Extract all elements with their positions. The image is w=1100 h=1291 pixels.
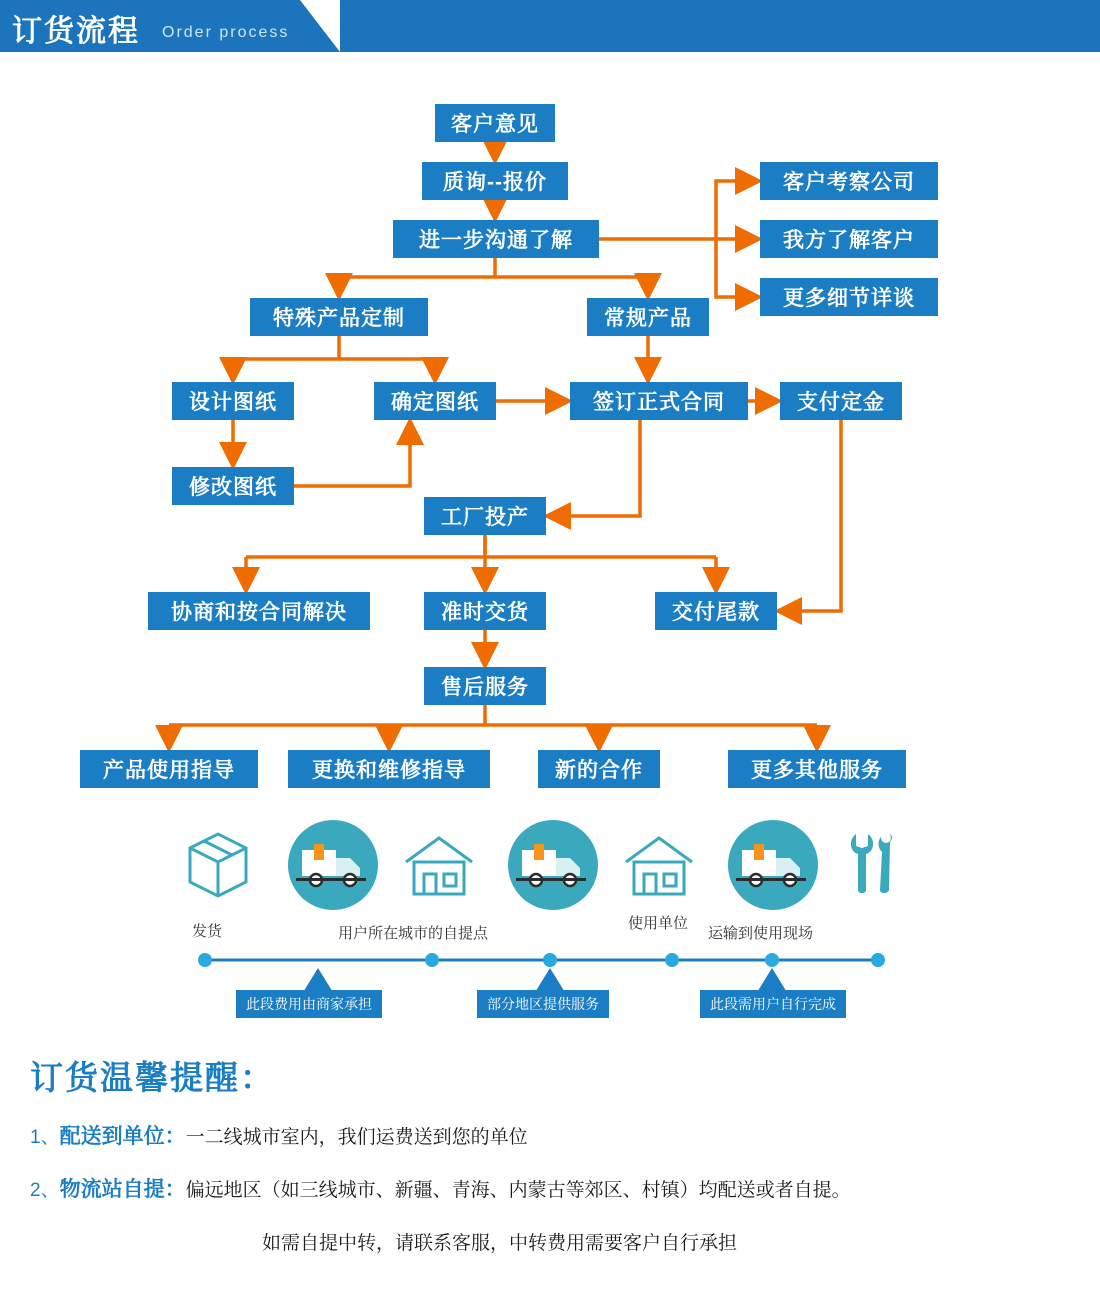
tip-item	[30, 1173, 851, 1203]
flow-node[interactable]: 新的合作	[538, 750, 660, 788]
flow-node[interactable]: 更换和维修指导	[288, 750, 490, 788]
logistics-label: 发货	[192, 923, 223, 940]
truck-icon	[288, 820, 378, 910]
flow-node[interactable]: 客户意见	[435, 104, 555, 142]
flow-node[interactable]: 客户考察公司	[760, 162, 938, 200]
segment-label: 部分地区提供服务	[477, 990, 609, 1018]
tip-number: 2、	[30, 1180, 60, 1201]
header-notch	[300, 0, 340, 52]
flow-node[interactable]: 支付定金	[780, 382, 902, 420]
flow-node[interactable]: 进一步沟通了解	[393, 220, 599, 258]
tools-icon	[851, 833, 892, 893]
flow-node[interactable]: 常规产品	[587, 298, 709, 336]
flow-node[interactable]: 确定图纸	[374, 382, 496, 420]
flow-node[interactable]: 特殊产品定制	[250, 298, 428, 336]
flow-node[interactable]: 设计图纸	[172, 382, 294, 420]
flow-node[interactable]: 准时交货	[424, 592, 546, 630]
tip-item	[30, 1120, 528, 1150]
tip-number: 1、	[30, 1127, 60, 1148]
flow-node[interactable]: 更多其他服务	[728, 750, 906, 788]
truck-icon	[508, 820, 598, 910]
house-icon	[406, 838, 472, 894]
flow-node[interactable]: 交付尾款	[655, 592, 777, 630]
truck-icon	[728, 820, 818, 910]
tips-title: 订货温馨提醒：	[30, 1059, 275, 1096]
tip-separator: ：	[164, 1125, 186, 1148]
order-process-flowchart	[0, 52, 1100, 812]
logistics-label: 用户所在城市的自提点	[338, 925, 489, 942]
box-icon	[190, 834, 246, 896]
flow-node[interactable]: 产品使用指导	[80, 750, 258, 788]
logistics-strip	[0, 812, 1100, 1032]
house-icon	[626, 838, 692, 894]
tip-note: 如需自提中转，请联系客服，中转费用需要客户自行承担	[262, 1233, 738, 1254]
logistics-label: 使用单位	[628, 915, 689, 932]
tip-value: 一二线城市室内，我们运费送到您的单位	[185, 1127, 528, 1148]
logistics-label: 运输到使用现场	[708, 925, 814, 942]
tip-key: 物流站自提	[59, 1178, 165, 1201]
flow-node[interactable]: 质询--报价	[422, 162, 568, 200]
segment-label: 此段需用户自行完成	[700, 990, 846, 1018]
flow-node[interactable]: 我方了解客户	[760, 220, 938, 258]
page-subtitle: Order process	[162, 24, 290, 41]
segment-label: 此段费用由商家承担	[236, 990, 382, 1018]
tip-key: 配送到单位	[59, 1125, 165, 1148]
flow-node[interactable]: 修改图纸	[172, 467, 294, 505]
tip-value: 偏远地区（如三线城市、新疆、青海、内蒙古等郊区、村镇）均配送或者自提。	[185, 1180, 851, 1201]
flow-node[interactable]: 签订正式合同	[570, 382, 748, 420]
flow-node[interactable]: 售后服务	[424, 667, 546, 705]
flow-node[interactable]: 更多细节详谈	[760, 278, 938, 316]
tip-separator: ：	[164, 1178, 186, 1201]
flow-node[interactable]: 工厂投产	[424, 497, 546, 535]
flow-node[interactable]: 协商和按合同解决	[148, 592, 370, 630]
page-header	[0, 0, 1100, 52]
page-title: 订货流程	[12, 15, 140, 48]
